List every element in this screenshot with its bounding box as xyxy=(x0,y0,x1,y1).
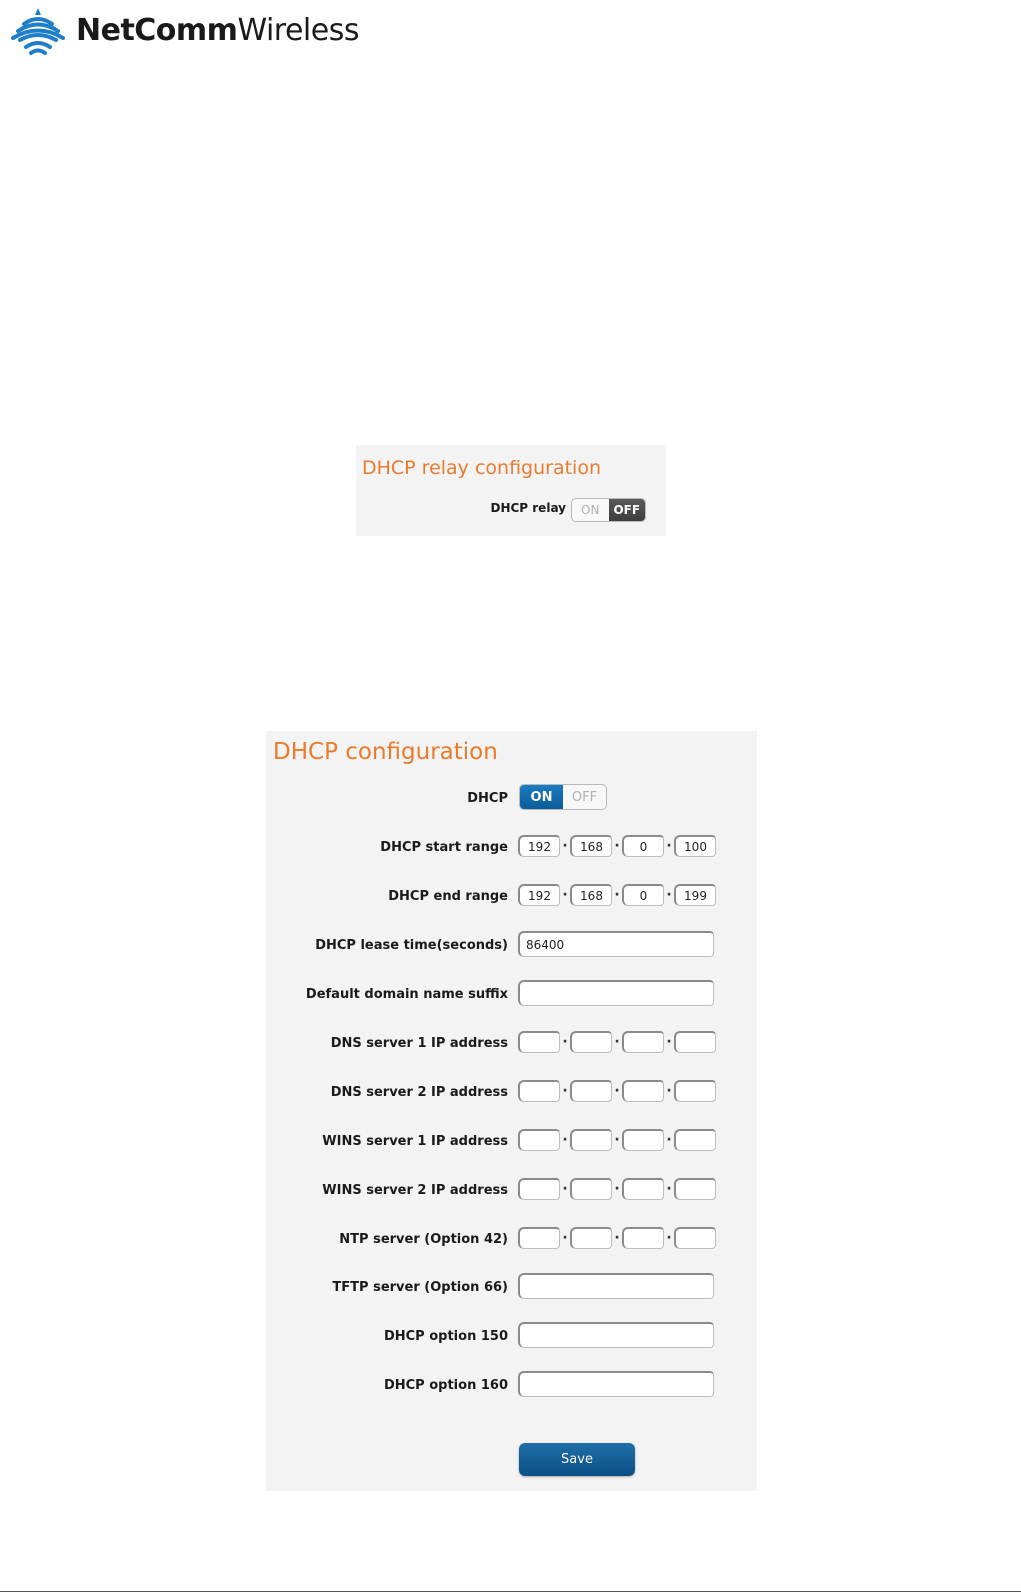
octet-separator: · xyxy=(562,1083,568,1099)
wins2-octet-4[interactable] xyxy=(674,1178,716,1200)
octet-separator: · xyxy=(562,838,568,854)
ntp-octet-3[interactable] xyxy=(622,1227,664,1249)
dhcp-relay-toggle[interactable] xyxy=(571,498,646,522)
dns1-octet-1[interactable] xyxy=(518,1031,560,1053)
ntp-octet-4[interactable] xyxy=(674,1227,716,1249)
dhcp-start-octet-4[interactable] xyxy=(674,835,716,857)
dhcp-relay-toggle-off[interactable]: OFF xyxy=(609,499,646,521)
logo-wordmark xyxy=(76,13,359,48)
dhcp-relay-title: DHCP relay configuration xyxy=(362,457,602,479)
page-footer-divider xyxy=(0,1591,1021,1592)
dhcp-start-octet-3[interactable] xyxy=(622,835,664,857)
octet-separator: · xyxy=(666,887,672,903)
dhcp-config-title: DHCP configuration xyxy=(273,739,498,765)
octet-separator: · xyxy=(562,1181,568,1197)
octet-separator: · xyxy=(562,1132,568,1148)
dns2-label: DNS server 2 IP address xyxy=(330,1085,508,1100)
wins2-octet-1[interactable] xyxy=(518,1178,560,1200)
dhcp-end-octet-4[interactable] xyxy=(674,884,716,906)
ntp-octet-1[interactable] xyxy=(518,1227,560,1249)
dhcp-end-octet-3[interactable] xyxy=(622,884,664,906)
dhcp-option-160-label: DHCP option 160 xyxy=(383,1378,508,1393)
dns1-label: DNS server 1 IP address xyxy=(330,1036,508,1051)
dhcp-toggle-on[interactable]: ON xyxy=(520,785,563,809)
tftp-input[interactable] xyxy=(518,1273,714,1299)
wins2-octet-2[interactable] xyxy=(570,1178,612,1200)
octet-separator: · xyxy=(614,1230,620,1246)
wins1-octet-4[interactable] xyxy=(674,1129,716,1151)
dhcp-config-panel xyxy=(266,731,757,1491)
wins2-label: WINS server 2 IP address xyxy=(322,1183,508,1198)
octet-separator: · xyxy=(562,887,568,903)
ntp-octet-2[interactable] xyxy=(570,1227,612,1249)
octet-separator: · xyxy=(614,1083,620,1099)
octet-separator: · xyxy=(562,1230,568,1246)
dhcp-lease-time-input[interactable] xyxy=(518,931,714,957)
dns2-octet-4[interactable] xyxy=(674,1080,716,1102)
octet-separator: · xyxy=(562,1034,568,1050)
wins1-label: WINS server 1 IP address xyxy=(322,1134,508,1149)
ntp-label: NTP server (Option 42) xyxy=(339,1232,508,1247)
octet-separator: · xyxy=(614,1181,620,1197)
octet-separator: · xyxy=(666,1181,672,1197)
dhcp-option-150-input[interactable] xyxy=(518,1322,714,1348)
dhcp-end-octet-1[interactable] xyxy=(518,884,560,906)
octet-separator: · xyxy=(666,1034,672,1050)
wins1-octet-2[interactable] xyxy=(570,1129,612,1151)
dhcp-label: DHCP xyxy=(467,791,508,806)
octet-separator: · xyxy=(666,838,672,854)
tftp-label: TFTP server (Option 66) xyxy=(332,1280,508,1295)
octet-separator: · xyxy=(666,1083,672,1099)
octet-separator: · xyxy=(614,838,620,854)
dhcp-end-range-label: DHCP end range xyxy=(388,889,508,904)
dns1-octet-4[interactable] xyxy=(674,1031,716,1053)
dhcp-relay-label: DHCP relay xyxy=(490,501,566,515)
wifi-signal-icon xyxy=(10,6,66,56)
octet-separator: · xyxy=(614,1132,620,1148)
dns2-octet-3[interactable] xyxy=(622,1080,664,1102)
dns1-input xyxy=(518,1029,716,1055)
dhcp-toggle[interactable] xyxy=(519,784,607,810)
dhcp-option-150-label: DHCP option 150 xyxy=(383,1329,508,1344)
logo-text-light: Wireless xyxy=(237,13,359,48)
wins1-octet-1[interactable] xyxy=(518,1129,560,1151)
wins2-input xyxy=(518,1176,716,1202)
dhcp-toggle-off[interactable]: OFF xyxy=(571,789,598,805)
netcomm-logo xyxy=(10,6,359,56)
dns2-input xyxy=(518,1078,716,1104)
wins1-octet-3[interactable] xyxy=(622,1129,664,1151)
domain-suffix-input[interactable] xyxy=(518,980,714,1006)
dns2-octet-2[interactable] xyxy=(570,1080,612,1102)
dhcp-start-octet-2[interactable] xyxy=(570,835,612,857)
wins1-input xyxy=(518,1127,716,1153)
dns1-octet-2[interactable] xyxy=(570,1031,612,1053)
dns1-octet-3[interactable] xyxy=(622,1031,664,1053)
dhcp-end-octet-2[interactable] xyxy=(570,884,612,906)
octet-separator: · xyxy=(666,1132,672,1148)
ntp-input xyxy=(518,1225,716,1251)
dns2-octet-1[interactable] xyxy=(518,1080,560,1102)
domain-suffix-label: Default domain name suffix xyxy=(305,987,508,1002)
dhcp-relay-panel xyxy=(356,445,666,536)
logo-text-bold: NetComm xyxy=(76,13,238,48)
dhcp-option-160-input[interactable] xyxy=(518,1371,714,1397)
dhcp-relay-toggle-on[interactable]: ON xyxy=(581,503,600,517)
octet-separator: · xyxy=(666,1230,672,1246)
dhcp-start-range-label: DHCP start range xyxy=(380,840,508,855)
dhcp-lease-time-label: DHCP lease time(seconds) xyxy=(315,938,508,953)
dhcp-start-octet-1[interactable] xyxy=(518,835,560,857)
dhcp-start-range-input xyxy=(518,833,716,859)
dhcp-end-range-input xyxy=(518,882,716,908)
octet-separator: · xyxy=(614,1034,620,1050)
wins2-octet-3[interactable] xyxy=(622,1178,664,1200)
octet-separator: · xyxy=(614,887,620,903)
save-button[interactable]: Save xyxy=(519,1443,635,1476)
